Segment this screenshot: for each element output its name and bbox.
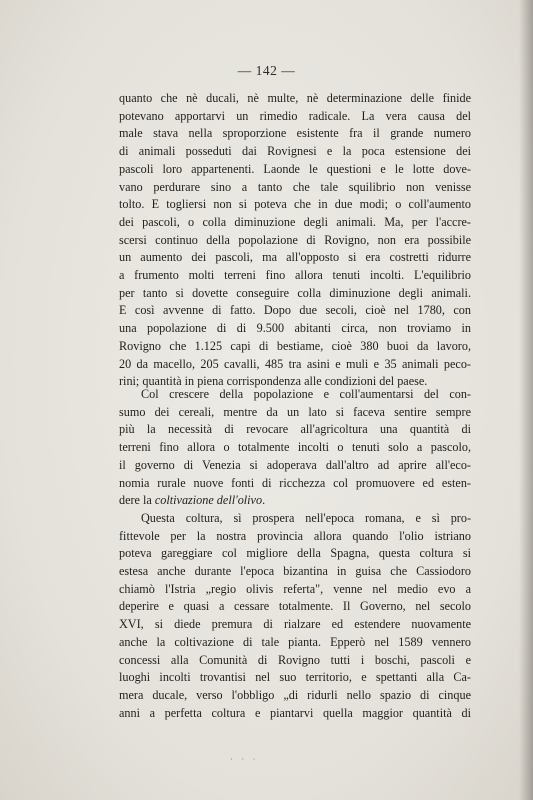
text-line: di animali posseduti dai Rovignesi e la poca estensione dei <box>119 144 471 159</box>
text-line: per tanto si dovette conseguire colla diminuzione degli animali. <box>119 285 471 300</box>
text-line: sumo dei cereali, mentre da un lato si faceva sentire sempre <box>119 404 471 419</box>
scan-specks: · · · <box>230 754 259 764</box>
text-line: più la necessità di revocare all'agricoltura una quantità di <box>119 422 471 437</box>
line-lead-text: dere la <box>119 493 155 508</box>
paragraph-2-and-3 <box>119 386 471 722</box>
text-line: fittevole per la nostra provincia allora quando l'olio istriano <box>119 528 471 543</box>
text-line: una popolazione di di 9.500 abitanti circa, non troviamo in <box>119 321 471 336</box>
text-line: tolto. E togliersi non si poteva che in due modi; o coll'aumento <box>119 197 471 212</box>
sentence-end: . <box>262 493 266 508</box>
text-line: pascoli loro appartenenti. Laonde le questioni e le lotte dove- <box>119 161 471 176</box>
text-line: dei pascoli, o colla diminuzione degli animali. Ma, per l'accre- <box>119 214 471 229</box>
text-line: anni a perfetta coltura e piantarvi quella maggior quantità di <box>119 705 471 720</box>
text-line: poteva gareggiare col migliore della Spagna, questa coltura si <box>119 546 471 561</box>
text-line: il governo di Venezia si adoperava dall'altro ad aprire all'eco- <box>119 457 471 472</box>
text-line: XVI, si diede premura di rialzare ed estendere nuovamente <box>119 617 471 632</box>
text-line: concessi alla Comunità di Rovigno tutti i boschi, pascoli e <box>119 652 471 667</box>
page-edge-shadow <box>519 0 533 800</box>
text-line: deperire e quasi a cessare totalmente. Il Governo, nel secolo <box>119 599 471 614</box>
text-line: un aumento dei pascoli, ma all'opposto si era costretti ridurre <box>119 250 471 265</box>
text-line: chiamò l'Istria „regio olivis referta", venne nel medio evo a <box>119 581 471 596</box>
text-line: terreni fino allora o totalmente incolti o tenuti solo a pascolo, <box>119 440 471 455</box>
text-line: scersi continuo della popolazione di Rovigno, non era possibile <box>119 232 471 247</box>
text-line: vano perdurare sino a tanto che tale squilibrio non venisse <box>119 179 471 194</box>
text-line: estesa anche durante l'epoca bizantina in guisa che Cassiodoro <box>119 564 471 579</box>
text-line-with-italic <box>119 492 471 510</box>
text-line: Rovigno che 1.125 capi di bestiame, cioè 380 buoi da lavoro, <box>119 338 471 353</box>
text-line: mera ducale, verso l'obbligo „di ridurli nello spazio di cinque <box>119 687 471 702</box>
text-line: Col crescere della popolazione e coll'aumentarsi del con- <box>141 387 471 401</box>
text-line: anche la coltivazione di tale pianta. Epperò nel 1589 vennero <box>119 634 471 649</box>
text-line: a frumento molti terreni fino allora tenuti incolti. L'equilibrio <box>119 268 471 283</box>
text-line: Questa coltura, sì prospera nell'epoca romana, e sì pro- <box>141 510 471 525</box>
paragraph-1 <box>119 90 471 391</box>
text-line: rini; quantità in piena corrispondenza alle condizioni del paese. <box>119 374 428 389</box>
text-line: luoghi incolti trovantisi nel suo territorio, e spettanti alla Ca- <box>119 670 471 685</box>
text-line: 20 da macello, 205 cavalli, 485 tra asini e muli e 35 animali peco- <box>119 356 471 371</box>
page-number: — 142 — <box>237 63 296 78</box>
text-line: male stava nella sproporzione esistente fra il grande numero <box>119 126 471 141</box>
text-line: nomia rurale nuove fonti di ricchezza col promuovere ed esten- <box>119 475 471 490</box>
italic-phrase: coltivazione dell'olivo <box>154 493 263 508</box>
text-line: quanto che nè ducali, nè multe, nè determinazione delle finide <box>119 91 471 105</box>
text-line: potevano apportarvi un rimedio radicale. La vera causa del <box>119 108 471 123</box>
text-line: E così avvenne di fatto. Dopo due secoli, cioè nel 1780, con <box>119 303 471 318</box>
